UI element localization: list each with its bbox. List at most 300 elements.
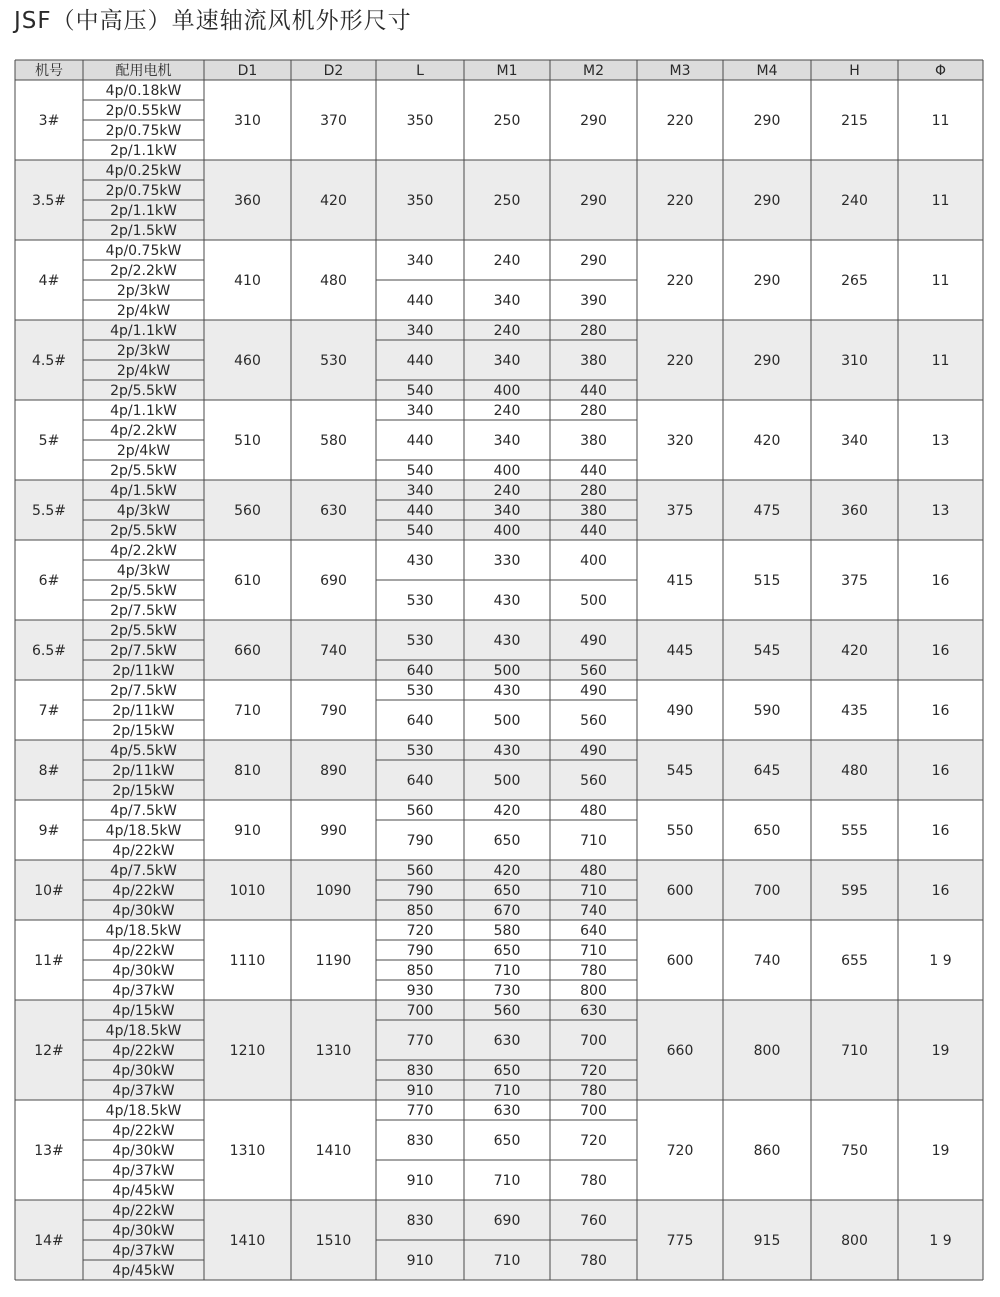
m3-value: 545 (666, 763, 694, 779)
m3-value: 600 (666, 883, 694, 899)
motor-spec: 4p/7.5kW (110, 863, 177, 879)
m2-value: 440 (580, 463, 607, 479)
l-value: 440 (406, 503, 434, 519)
motor-spec: 4p/18.5kW (105, 1103, 182, 1119)
phi-value: 11 (931, 273, 950, 289)
m1-value: 670 (493, 903, 521, 919)
d1-value: 1110 (229, 953, 266, 969)
m4-value: 290 (753, 353, 781, 369)
m2-value: 800 (580, 983, 607, 999)
m1-value: 240 (493, 483, 521, 499)
l-value: 640 (406, 773, 434, 789)
m2-value: 630 (580, 1003, 607, 1019)
motor-spec: 4p/30kW (112, 963, 175, 979)
motor-spec: 4p/22kW (112, 943, 175, 959)
m3-value: 600 (666, 953, 694, 969)
motor-spec: 2p/5.5kW (110, 383, 177, 399)
motor-spec: 2p/4kW (116, 303, 171, 319)
d2-value: 990 (320, 823, 347, 839)
m2-value: 780 (580, 1253, 607, 1269)
m1-value: 420 (493, 803, 521, 819)
m2-value: 380 (580, 503, 607, 519)
m1-value: 650 (493, 883, 521, 899)
h-value: 360 (841, 503, 868, 519)
motor-spec: 2p/1.1kW (110, 203, 177, 219)
motor-spec: 4p/30kW (112, 903, 175, 919)
m1-value: 430 (493, 593, 521, 609)
d1-value: 460 (234, 353, 261, 369)
m2-value: 290 (580, 253, 607, 269)
d2-value: 1190 (315, 953, 352, 969)
m3-value: 720 (666, 1143, 694, 1159)
motor-spec: 4p/3kW (116, 503, 171, 519)
h-value: 800 (841, 1233, 868, 1249)
m2-value: 700 (580, 1033, 607, 1049)
m4-value: 475 (753, 503, 781, 519)
l-value: 790 (406, 943, 434, 959)
fan-number: 12# (34, 1043, 64, 1059)
motor-spec: 4p/18.5kW (105, 923, 182, 939)
fan-number: 4# (38, 273, 60, 289)
motor-spec: 4p/37kW (112, 1243, 175, 1259)
l-value: 790 (406, 833, 434, 849)
d1-value: 1310 (229, 1143, 266, 1159)
m2-value: 290 (580, 193, 607, 209)
l-value: 720 (406, 923, 434, 939)
d2-value: 370 (320, 113, 347, 129)
m1-value: 430 (493, 633, 521, 649)
m2-value: 560 (580, 713, 607, 729)
h-value: 655 (841, 953, 868, 969)
m2-value: 780 (580, 963, 607, 979)
l-value: 700 (406, 1003, 434, 1019)
d2-value: 480 (320, 273, 347, 289)
motor-spec: 2p/1.5kW (110, 223, 177, 239)
d1-value: 510 (234, 433, 261, 449)
m1-value: 710 (493, 1083, 521, 1099)
h-value: 435 (841, 703, 868, 719)
m1-value: 400 (493, 523, 521, 539)
l-value: 830 (406, 1063, 434, 1079)
m3-value: 660 (666, 1043, 694, 1059)
l-value: 340 (406, 403, 434, 419)
m1-value: 400 (493, 463, 521, 479)
motor-spec: 4p/30kW (112, 1223, 175, 1239)
h-value: 375 (841, 573, 868, 589)
m1-value: 710 (493, 963, 521, 979)
h-value: 340 (841, 433, 868, 449)
motor-spec: 2p/7.5kW (110, 603, 177, 619)
motor-spec: 4p/37kW (112, 1083, 175, 1099)
fan-number: 5.5# (32, 503, 66, 519)
m2-value: 720 (580, 1133, 607, 1149)
m1-value: 430 (493, 683, 521, 699)
m1-value: 650 (493, 1063, 521, 1079)
l-value: 770 (406, 1033, 434, 1049)
motor-spec: 4p/22kW (112, 1123, 175, 1139)
fan-number: 14# (34, 1233, 64, 1249)
m2-value: 710 (580, 883, 607, 899)
phi-value: 13 (931, 433, 950, 449)
l-value: 930 (406, 983, 434, 999)
d2-value: 580 (320, 433, 347, 449)
motor-spec: 2p/5.5kW (110, 523, 177, 539)
m2-value: 780 (580, 1083, 607, 1099)
fan-number: 5# (38, 433, 60, 449)
d2-value: 890 (320, 763, 347, 779)
h-value: 555 (841, 823, 868, 839)
motor-spec: 2p/15kW (112, 723, 175, 739)
fan-number: 13# (34, 1143, 64, 1159)
l-value: 910 (406, 1173, 434, 1189)
m4-value: 740 (753, 953, 781, 969)
m1-value: 430 (493, 743, 521, 759)
column-header: M1 (496, 63, 518, 79)
m2-value: 440 (580, 523, 607, 539)
l-value: 830 (406, 1213, 434, 1229)
m2-value: 560 (580, 663, 607, 679)
m3-value: 550 (666, 823, 694, 839)
motor-spec: 4p/0.18kW (105, 83, 182, 99)
d1-value: 810 (234, 763, 261, 779)
phi-value: 11 (931, 113, 950, 129)
motor-spec: 4p/1.1kW (110, 323, 177, 339)
fan-number: 8# (38, 763, 60, 779)
m2-value: 480 (580, 803, 607, 819)
m1-value: 250 (493, 113, 521, 129)
m1-value: 580 (493, 923, 521, 939)
column-header: H (849, 63, 860, 79)
m1-value: 330 (493, 553, 521, 569)
motor-spec: 4p/22kW (112, 843, 175, 859)
m2-value: 280 (580, 323, 607, 339)
m4-value: 515 (753, 573, 781, 589)
fan-number: 9# (38, 823, 60, 839)
page-title: JSF（中高压）单速轴流风机外形尺寸 (14, 8, 412, 34)
l-value: 560 (406, 863, 434, 879)
m3-value: 320 (666, 433, 694, 449)
motor-spec: 2p/5.5kW (110, 623, 177, 639)
column-header: M4 (756, 63, 778, 79)
m1-value: 240 (493, 323, 521, 339)
fan-number: 11# (34, 953, 64, 969)
motor-spec: 2p/7.5kW (110, 643, 177, 659)
fan-number: 6# (38, 573, 60, 589)
d1-value: 360 (234, 193, 261, 209)
motor-spec: 2p/7.5kW (110, 683, 177, 699)
d2-value: 1510 (315, 1233, 352, 1249)
m2-value: 760 (580, 1213, 607, 1229)
m1-value: 420 (493, 863, 521, 879)
m1-value: 650 (493, 943, 521, 959)
d2-value: 420 (320, 193, 347, 209)
l-value: 340 (406, 483, 434, 499)
d1-value: 660 (234, 643, 261, 659)
fan-number: 6.5# (32, 643, 66, 659)
motor-spec: 4p/2.2kW (110, 543, 177, 559)
phi-value: 16 (931, 823, 950, 839)
motor-spec: 4p/3kW (116, 563, 171, 579)
l-value: 790 (406, 883, 434, 899)
l-value: 560 (406, 803, 434, 819)
m2-value: 490 (580, 633, 607, 649)
h-value: 215 (841, 113, 868, 129)
d2-value: 740 (320, 643, 347, 659)
m4-value: 590 (753, 703, 781, 719)
l-value: 530 (406, 683, 434, 699)
m4-value: 700 (753, 883, 781, 899)
h-value: 265 (841, 273, 868, 289)
phi-value: 16 (931, 703, 950, 719)
phi-value: 1 9 (929, 1233, 952, 1249)
motor-spec: 4p/5.5kW (110, 743, 177, 759)
phi-value: 19 (931, 1143, 950, 1159)
m2-value: 490 (580, 683, 607, 699)
m2-value: 560 (580, 773, 607, 789)
phi-value: 11 (931, 193, 950, 209)
m1-value: 340 (493, 353, 521, 369)
motor-spec: 2p/5.5kW (110, 463, 177, 479)
l-value: 540 (406, 463, 434, 479)
m2-value: 380 (580, 353, 607, 369)
m4-value: 420 (753, 433, 781, 449)
m2-value: 390 (580, 293, 607, 309)
motor-spec: 4p/18.5kW (105, 823, 182, 839)
column-header: Φ (934, 63, 947, 79)
motor-spec: 2p/1.1kW (110, 143, 177, 159)
m1-value: 650 (493, 1133, 521, 1149)
m3-value: 490 (666, 703, 694, 719)
motor-spec: 4p/45kW (112, 1263, 175, 1279)
motor-spec: 4p/22kW (112, 883, 175, 899)
column-header: M2 (583, 63, 604, 79)
motor-spec: 2p/11kW (112, 703, 175, 719)
motor-spec: 4p/0.75kW (105, 243, 182, 259)
motor-spec: 2p/3kW (116, 343, 171, 359)
motor-spec: 4p/18.5kW (105, 1023, 182, 1039)
d1-value: 1410 (229, 1233, 266, 1249)
d1-value: 560 (234, 503, 261, 519)
m4-value: 290 (753, 273, 781, 289)
l-value: 910 (406, 1253, 434, 1269)
l-value: 640 (406, 663, 434, 679)
motor-spec: 2p/0.75kW (105, 123, 182, 139)
phi-value: 19 (931, 1043, 950, 1059)
m2-value: 480 (580, 863, 607, 879)
l-value: 540 (406, 523, 434, 539)
m1-value: 630 (493, 1033, 521, 1049)
m1-value: 710 (493, 1253, 521, 1269)
m2-value: 780 (580, 1173, 607, 1189)
phi-value: 16 (931, 763, 950, 779)
m2-value: 280 (580, 403, 607, 419)
motor-spec: 2p/15kW (112, 783, 175, 799)
h-value: 240 (841, 193, 868, 209)
motor-spec: 4p/22kW (112, 1203, 175, 1219)
m3-value: 375 (666, 503, 694, 519)
motor-spec: 4p/7.5kW (110, 803, 177, 819)
fan-number: 10# (34, 883, 64, 899)
h-value: 480 (841, 763, 868, 779)
h-value: 310 (841, 353, 868, 369)
m1-value: 560 (493, 1003, 521, 1019)
d1-value: 610 (234, 573, 261, 589)
m4-value: 860 (753, 1143, 781, 1159)
motor-spec: 4p/22kW (112, 1043, 175, 1059)
motor-spec: 2p/4kW (116, 443, 171, 459)
m3-value: 220 (666, 193, 694, 209)
m3-value: 775 (666, 1233, 694, 1249)
l-value: 530 (406, 743, 434, 759)
l-value: 530 (406, 593, 434, 609)
fan-number: 3# (38, 113, 60, 129)
l-value: 910 (406, 1083, 434, 1099)
m1-value: 690 (493, 1213, 521, 1229)
m4-value: 290 (753, 113, 781, 129)
m4-value: 650 (753, 823, 781, 839)
m4-value: 800 (753, 1043, 781, 1059)
m2-value: 400 (580, 553, 607, 569)
m1-value: 730 (493, 983, 521, 999)
phi-value: 13 (931, 503, 950, 519)
l-value: 340 (406, 323, 434, 339)
m1-value: 240 (493, 403, 521, 419)
d1-value: 910 (234, 823, 261, 839)
m2-value: 700 (580, 1103, 607, 1119)
motor-spec: 4p/37kW (112, 983, 175, 999)
motor-spec: 2p/5.5kW (110, 583, 177, 599)
m1-value: 340 (493, 503, 521, 519)
h-value: 595 (841, 883, 868, 899)
h-value: 420 (841, 643, 868, 659)
motor-spec: 2p/2.2kW (110, 263, 177, 279)
motor-spec: 2p/3kW (116, 283, 171, 299)
m2-value: 490 (580, 743, 607, 759)
motor-spec: 4p/0.25kW (105, 163, 182, 179)
motor-spec: 4p/1.5kW (110, 483, 177, 499)
l-value: 530 (406, 633, 434, 649)
m1-value: 500 (493, 773, 521, 789)
l-value: 850 (406, 903, 434, 919)
m1-value: 500 (493, 713, 521, 729)
l-value: 440 (406, 433, 434, 449)
m3-value: 220 (666, 113, 694, 129)
d2-value: 1310 (315, 1043, 352, 1059)
m3-value: 220 (666, 353, 694, 369)
d1-value: 1210 (229, 1043, 266, 1059)
m1-value: 240 (493, 253, 521, 269)
d1-value: 310 (234, 113, 261, 129)
motor-spec: 2p/11kW (112, 763, 175, 779)
m2-value: 280 (580, 483, 607, 499)
d1-value: 1010 (229, 883, 266, 899)
column-header: D1 (237, 63, 258, 79)
m2-value: 710 (580, 833, 607, 849)
m4-value: 290 (753, 193, 781, 209)
motor-spec: 2p/0.75kW (105, 183, 182, 199)
m2-value: 740 (580, 903, 607, 919)
l-value: 440 (406, 293, 434, 309)
m1-value: 250 (493, 193, 521, 209)
d2-value: 790 (320, 703, 347, 719)
motor-spec: 4p/1.1kW (110, 403, 177, 419)
d1-value: 710 (234, 703, 261, 719)
motor-spec: 4p/15kW (112, 1003, 175, 1019)
fan-number: 4.5# (32, 353, 66, 369)
column-header: L (416, 63, 424, 79)
l-value: 430 (406, 553, 434, 569)
m1-value: 400 (493, 383, 521, 399)
m3-value: 415 (666, 573, 694, 589)
motor-spec: 4p/45kW (112, 1183, 175, 1199)
m2-value: 710 (580, 943, 607, 959)
m3-value: 445 (666, 643, 694, 659)
l-value: 350 (406, 193, 434, 209)
m2-value: 500 (580, 593, 607, 609)
m1-value: 340 (493, 433, 521, 449)
l-value: 350 (406, 113, 434, 129)
motor-spec: 4p/30kW (112, 1143, 175, 1159)
m1-value: 710 (493, 1173, 521, 1189)
motor-spec: 2p/0.55kW (105, 103, 182, 119)
motor-spec: 2p/11kW (112, 663, 175, 679)
m2-value: 640 (580, 923, 607, 939)
m2-value: 380 (580, 433, 607, 449)
column-header: D2 (323, 63, 344, 79)
d2-value: 1410 (315, 1143, 352, 1159)
d2-value: 630 (320, 503, 347, 519)
fan-number: 3.5# (32, 193, 66, 209)
m1-value: 650 (493, 833, 521, 849)
phi-value: 16 (931, 643, 950, 659)
m4-value: 545 (753, 643, 781, 659)
l-value: 440 (406, 353, 434, 369)
motor-spec: 4p/37kW (112, 1163, 175, 1179)
h-value: 710 (841, 1043, 868, 1059)
motor-spec: 4p/2.2kW (110, 423, 177, 439)
m2-value: 440 (580, 383, 607, 399)
m4-value: 645 (753, 763, 781, 779)
m1-value: 340 (493, 293, 521, 309)
d2-value: 690 (320, 573, 347, 589)
phi-value: 1 9 (929, 953, 952, 969)
motor-spec: 4p/30kW (112, 1063, 175, 1079)
fan-number: 7# (38, 703, 60, 719)
m4-value: 915 (753, 1233, 781, 1249)
d2-value: 530 (320, 353, 347, 369)
motor-spec: 2p/4kW (116, 363, 171, 379)
m2-value: 720 (580, 1063, 607, 1079)
l-value: 540 (406, 383, 434, 399)
m3-value: 220 (666, 273, 694, 289)
column-header: M3 (669, 63, 691, 79)
l-value: 640 (406, 713, 434, 729)
d2-value: 1090 (315, 883, 352, 899)
column-header: 机号 (35, 63, 63, 79)
phi-value: 16 (931, 883, 950, 899)
l-value: 340 (406, 253, 434, 269)
d1-value: 410 (234, 273, 261, 289)
phi-value: 16 (931, 573, 950, 589)
m1-value: 630 (493, 1103, 521, 1119)
l-value: 770 (406, 1103, 434, 1119)
phi-value: 11 (931, 353, 950, 369)
h-value: 750 (841, 1143, 868, 1159)
l-value: 850 (406, 963, 434, 979)
l-value: 830 (406, 1133, 434, 1149)
m2-value: 290 (580, 113, 607, 129)
m1-value: 500 (493, 663, 521, 679)
